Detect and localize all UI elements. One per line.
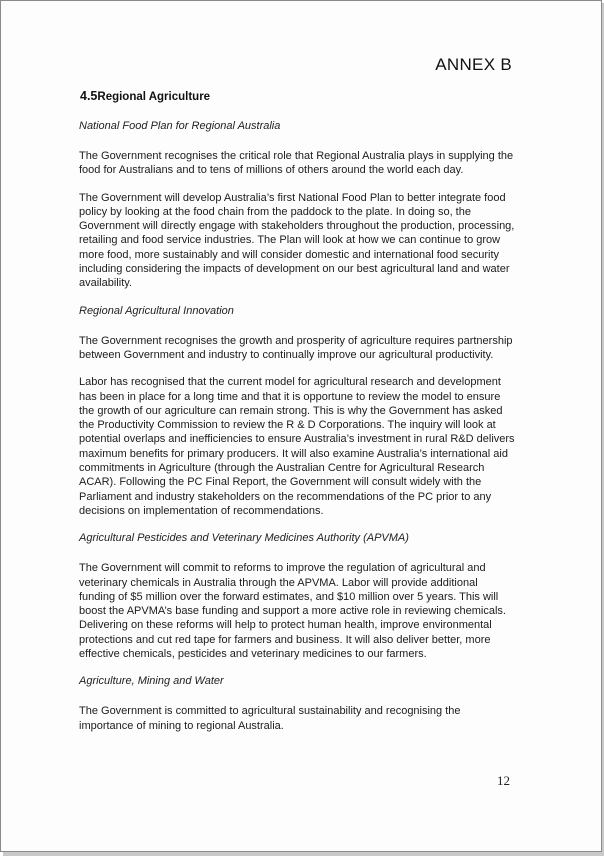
paragraph: Labor has recognised that the current model for agricultural research and development has been in place for a long time and that it is opportune to review the model to ensure the growth of our agriculture can remain strong. This is why the Government has asked the Productivity Commission to review the R & D Corporations. The inquiry will look at potential overlaps and inefficiencies to ensure Australia’s investment in rural R&D delivers maximum benefits for primary producers. It will also examine Australia’s international aid commitments in Agriculture (through the Australian Centre for Agricultural Research ACAR). Following the PC Final Report, the Government will consult widely with the Parliament and industry stakeholders on the recommendations of the PC prior to any decisions on implementation of recommendations. — [79, 376, 515, 517]
subsection-heading-mining-water: Agriculture, Mining and Water — [79, 675, 224, 688]
annex-label: ANNEX B — [435, 55, 512, 74]
section-title: Regional Agriculture — [97, 91, 211, 103]
paragraph: The Government will commit to reforms to improve the regulation of agricultural and veterinary chemicals in Australia through the APVMA. Labor will provide additional funding of $5 million over the forward estimates, and $10 million over 5 years. This will boost the APVMA’s base funding and support a more active role in reviewing chemicals. Delivering on these reforms will help to protect human health, improve environmental protections and cut red tape for farmers and business. It will also deliver better, more effective chemicals, pesticides and veterinary medicines to our farmers. — [79, 562, 506, 661]
subsection-heading-food-plan: National Food Plan for Regional Australia — [79, 120, 281, 132]
section-number: 4.5 — [80, 89, 98, 103]
page-shadow-bottom — [3, 852, 604, 856]
paragraph: The Government recognises the critical role that Regional Australia plays in supplying the food for Australians and to tens of millions of others around the world each day. — [79, 150, 514, 177]
subsection-heading-apvma: Agricultural Pesticides and Veterinary Medicines Authority (APVMA) — [79, 532, 409, 545]
paragraph: The Government recognises the growth and prosperity of agriculture requires partnership between Government and industry to continually improve our agricultural productivity. — [79, 334, 513, 361]
paragraph: The Government will develop Australia’s first National Food Plan to better integrate food policy by looking at the food chain from the paddock to the plate. In doing so, the Government will directly engage with stakeholders throughout the production, processing, retailing and food service industries. The Plan will look at how we can continue to grow more food, more sustainably and will consider domestic and international food security including considering the impacts of development on our best agricultural land and water availability. — [79, 191, 515, 290]
subsection-heading-innovation: Regional Agricultural Innovation — [79, 304, 234, 317]
document-body — [79, 119, 515, 746]
paragraph: The Government is committed to agricultural sustainability and recognising the importance of mining to regional Australia. — [79, 705, 461, 732]
section-heading — [80, 89, 210, 103]
page-number: 12 — [497, 773, 510, 788]
